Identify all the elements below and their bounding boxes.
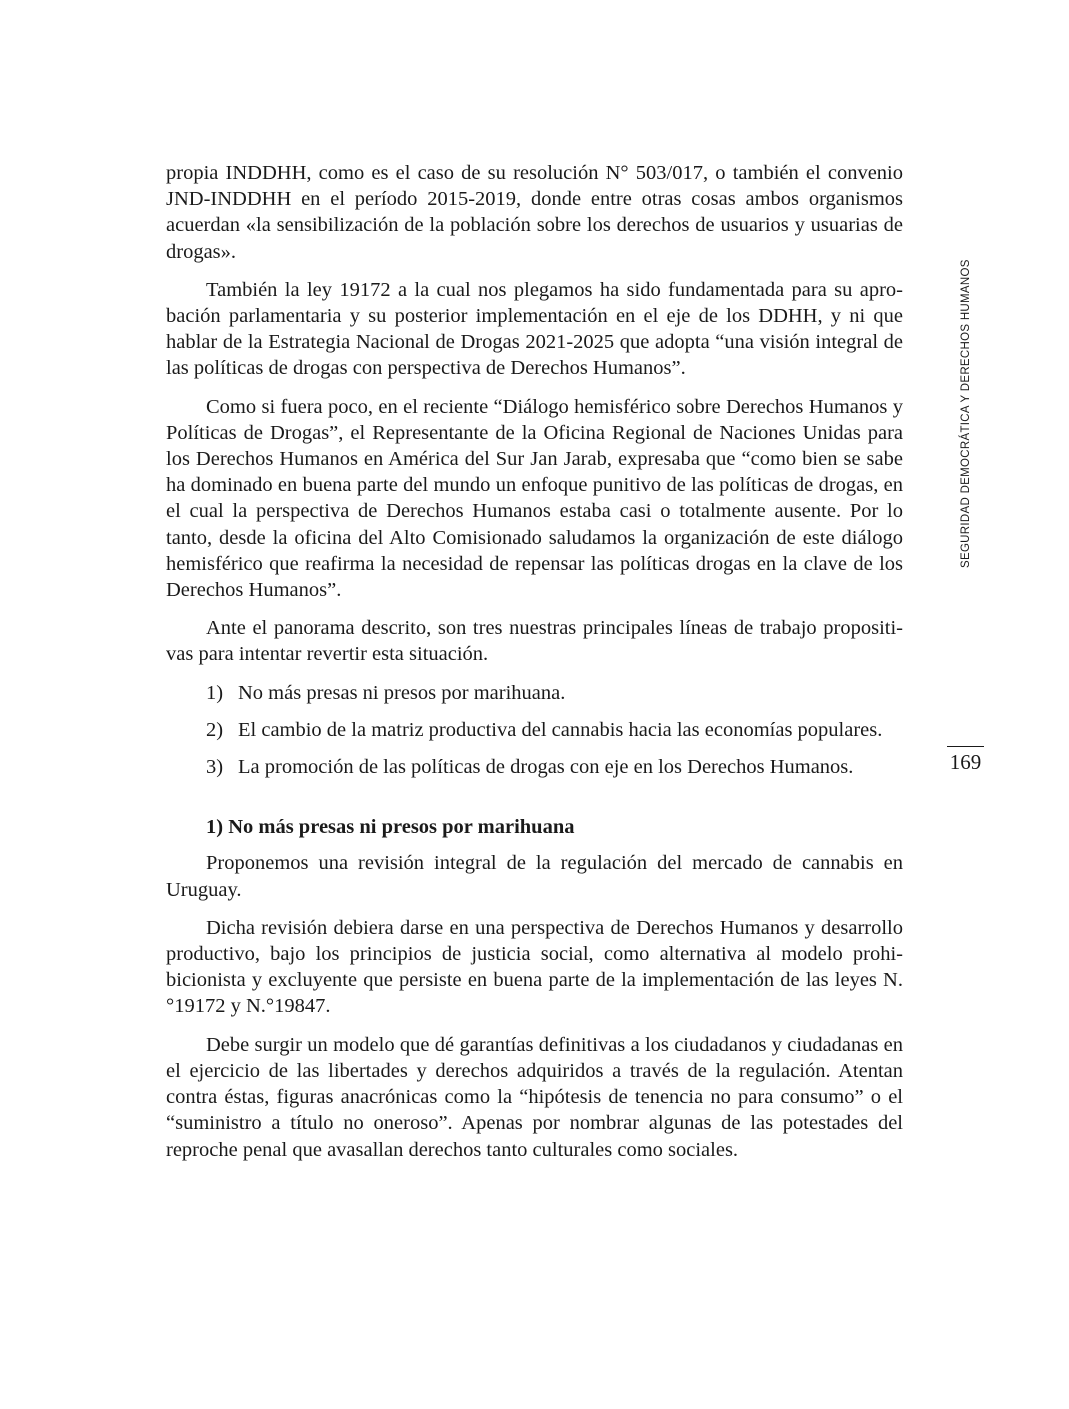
running-head — [950, 248, 970, 568]
list-item-text: La promoción de las políticas de drogas con eje en los Derechos Humanos. — [238, 756, 854, 779]
page-number-rule — [947, 746, 984, 747]
numbered-list — [166, 680, 903, 781]
paragraph: Dicha revisión debiera darse en una perspectiva de Derechos Humanos y desarrollo productivo, bajo los principios de justicia social, como alternativa al modelo prohibicionista y excluyente que persiste en buena parte de la implementación de las leyes N.°19172 y N.°19847. — [166, 916, 903, 1018]
list-item — [206, 717, 903, 743]
list-item — [206, 680, 903, 706]
paragraph: Debe surgir un modelo que dé garantías definitivas a los ciudadanos y ciudadanas en el ejercicio de las libertades y derechos adquiridos a través de la regulación. Atentan contra éstas, figuras anacrónicas como la “hipótesis de tenencia no para consumo” o el “suministro a título no oneroso”. Apenas por nombrar algunas de las potestades del reproche penal que avasallan derechos tanto culturales como sociales. — [166, 1033, 903, 1161]
list-item — [206, 754, 903, 780]
page-number: 169 — [949, 750, 982, 774]
running-head-text: SEGURIDAD DEMOCRÁTICA Y DERECHOS HUMANOS — [960, 259, 972, 568]
paragraph: Ante el panorama descrito, son tres nuestras principales líneas de trabajo propositivas para intentar revertir esta situación. — [166, 617, 903, 666]
list-item-number: 3) — [206, 756, 224, 779]
page-body — [166, 160, 903, 1175]
paragraph: Proponemos una revisión integral de la regulación del mercado de cannabis en Uruguay. — [166, 852, 903, 901]
paragraph: Como si fuera poco, en el reciente “Diálogo hemisférico sobre Derechos Humanos y Políticas de Drogas”, el Representante de la Oficina Regional de Naciones Unidas para los Derechos Humanos en América del Sur Jan Jarab, expresaba que “como bien se sabe ha dominado en buena parte del mundo un enfoque punitivo de las políticas de drogas, en el cual la perspectiva de Derechos Humanos estaba casi o totalmente ausente. Por lo tanto, desde la oficina del Alto Comisionado saludamos la organización de este diálogo hemisférico que reafirma la necesidad de repensar las políticas drogas en la clave de los Derechos Humanos”. — [166, 395, 903, 602]
list-item-text: No más presas ni presos por marihuana. — [238, 681, 566, 704]
paragraph: propia INDDHH, como es el caso de su resolución N° 503/017, o también el convenio JND-INDDHH en el período 2015-2019, donde entre otras cosas ambos organismos acuerdan «la sensibilización de la población sobre los derechos de usuarios y usuarias de drogas». — [166, 162, 903, 263]
section-heading: 1) No más presas ni presos por marihuana — [206, 816, 575, 839]
list-item-number: 2) — [206, 718, 224, 741]
list-item-number: 1) — [206, 681, 224, 704]
list-item-text: El cambio de la matriz productiva del cannabis hacia las economías populares. — [238, 718, 883, 741]
paragraph: También la ley 19172 a la cual nos plegamos ha sido fundamentada para su aprobación parlamentaria y su posterior implementación en el eje de los DDHH, y ni que hablar de la Estrategia Nacional de Drogas 2021-2025 que adopta “una visión integral de las políticas de drogas con perspectiva de Derechos Humanos”. — [166, 278, 903, 380]
